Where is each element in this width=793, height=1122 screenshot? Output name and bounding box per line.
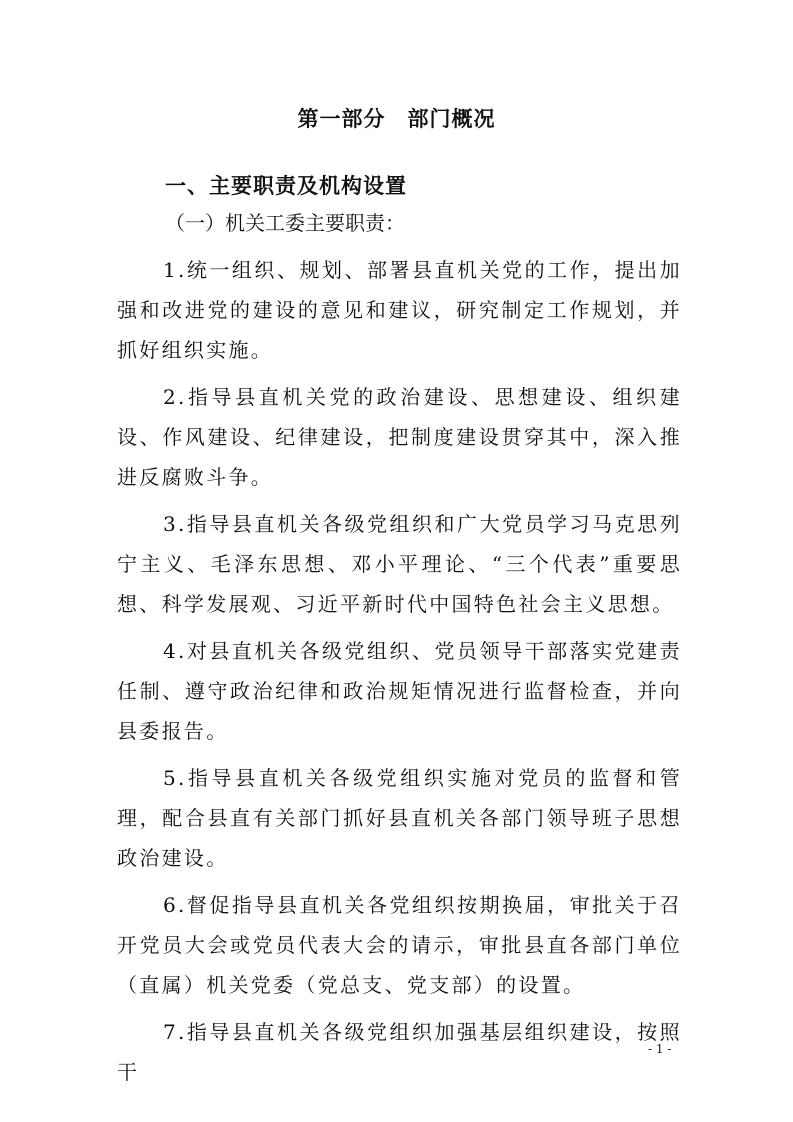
duty-paragraph-1: 1.统一组织、规划、部署县直机关党的工作，提出加强和改进党的建设的意见和建议，研究制定工作规划，并抓好组织实施。 [117,258,682,362]
page-number: - 1 - [648,1042,672,1056]
duty-paragraph-7: 7.指导县直机关各级党组织加强基层组织建设，按照干 [117,1020,682,1084]
duty-paragraph-6: 6.督促指导县直机关各党组织按期换届，审批关于召开党员大会或党员代表大会的请示，审批县直各部门单位（直属）机关党委（党总支、党支部）的设置。 [117,893,682,997]
duty-paragraph-4: 4.对县直机关各级党组织、党员领导干部落实党建责任制、遵守政治纪律和政治规矩情况进行监督检查，并向县委报告。 [117,639,682,743]
duty-paragraph-5: 5.指导县直机关各级党组织实施对党员的监督和管理，配合县直有关部门抓好县直机关各部门领导班子思想政治建设。 [117,766,682,870]
page-title: 第一部分 部门概况 [297,107,496,131]
duty-paragraph-3: 3.指导县直机关各级党组织和广大党员学习马克思列宁主义、毛泽东思想、邓小平理论、“三个代表”重要思想、科学发展观、习近平新时代中国特色社会主义思想。 [117,512,682,616]
duty-paragraph-2: 2.指导县直机关党的政治建设、思想建设、组织建设、作风建设、纪律建设，把制度建设贯穿其中，深入推进反腐败斗争。 [117,385,682,489]
section-heading: 一、主要职责及机构设置 [165,174,407,198]
sub-heading: （一）机关工委主要职责： [165,211,405,235]
body-text [117,250,682,1099]
